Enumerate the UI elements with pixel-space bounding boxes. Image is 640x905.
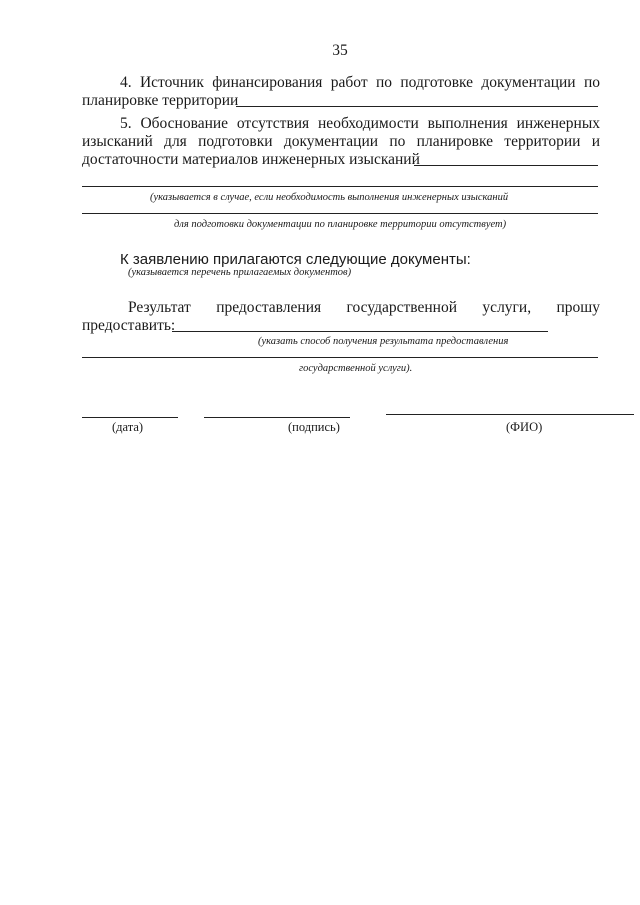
- item5-blank-line-1: [82, 186, 598, 187]
- signature-line: [204, 417, 350, 418]
- page-number: 35: [332, 42, 348, 59]
- item5-fill-line: [414, 165, 598, 166]
- attachments-note: (указывается перечень прилагаемых документов): [128, 267, 352, 278]
- result-blank-line: [82, 357, 598, 358]
- item4-line2: планировке территории: [82, 92, 239, 109]
- result-note-1: (указать способ получения результата предоставления: [258, 336, 509, 347]
- item5-note-1: (указывается в случае, если необходимость выполнения инженерных изысканий: [150, 192, 509, 203]
- item4-fill-line: [236, 106, 598, 107]
- name-caption: (ФИО): [506, 420, 543, 434]
- attachments-heading: К заявлению прилагаются следующие документы:: [120, 251, 471, 268]
- result-line1: Результат предоставления государственной услуги, прошу: [128, 299, 600, 316]
- item5-line2: изысканий для подготовки документации по планировке территории и: [82, 133, 600, 150]
- name-line: [386, 414, 634, 415]
- item4-line1: 4. Источник финансирования работ по подготовке документации по: [120, 74, 600, 91]
- result-line2: предоставить:: [82, 317, 176, 334]
- result-fill-line: [172, 331, 548, 332]
- item5-blank-line-2: [82, 213, 598, 214]
- date-caption: (дата): [112, 420, 144, 434]
- result-note-2: государственной услуги).: [299, 363, 413, 374]
- signature-caption: (подпись): [288, 420, 340, 434]
- item5-line1: 5. Обоснование отсутствия необходимости выполнения инженерных: [120, 115, 600, 132]
- date-line: [82, 417, 178, 418]
- item5-line3: достаточности материалов инженерных изысканий: [82, 151, 420, 168]
- item5-note-2: для подготовки документации по планировке территории отсутствует): [174, 219, 507, 230]
